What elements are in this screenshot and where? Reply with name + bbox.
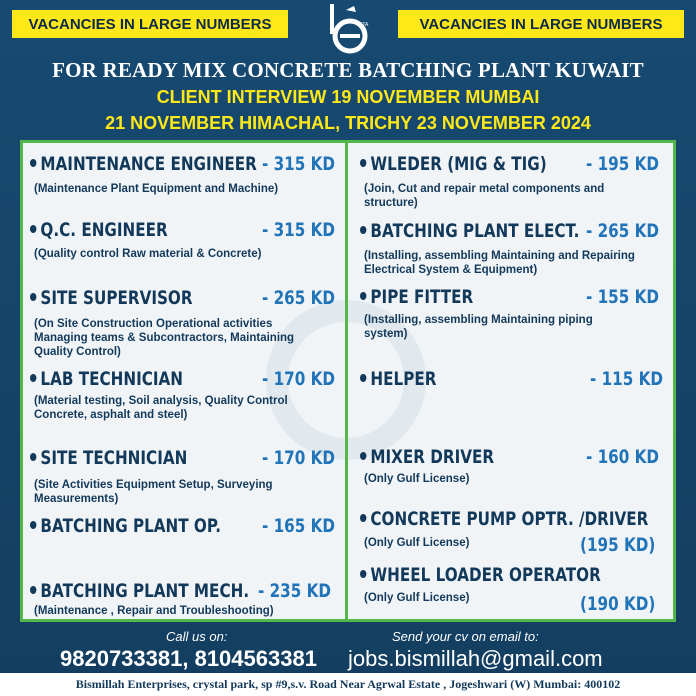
bullet-icon (360, 374, 366, 382)
job-salary: - 160 KD (586, 446, 660, 468)
job-title: BATCHING PLANT OP. (30, 515, 221, 537)
interview-line-1: CLIENT INTERVIEW 19 NOVEMBER MUMBAI (156, 87, 540, 107)
job-description: (Maintenance Plant Equipment and Machine) (34, 183, 279, 195)
bullet-icon (30, 159, 36, 167)
job-salary: (195 KD) (580, 534, 656, 556)
job-salary: - 265 KD (586, 220, 660, 242)
job-salary: - 315 KD (262, 219, 336, 241)
job-title: LAB TECHNICIAN (30, 368, 183, 390)
job-salary: - 115 KD (590, 368, 664, 390)
job-title: BATCHING PLANT MECH. (30, 580, 249, 602)
job-description: (Installing, assembling Maintaining piping system) (364, 314, 593, 340)
job-title: WLEDER (MIG & TIG) (360, 153, 547, 175)
job-description: (Only Gulf License) (364, 473, 470, 485)
job-description: (Site Activities Equipment Setup, Surveying Measurements) (34, 479, 273, 505)
email-address: jobs.bismillah@gmail.com (348, 646, 603, 671)
bullet-icon (30, 293, 36, 301)
job-title: SITE TECHNICIAN (30, 447, 187, 469)
job-salary: - 165 KD (262, 515, 336, 537)
logo-mark-text: IATA (358, 22, 369, 28)
interview-line-2: 21 NOVEMBER HIMACHAL, TRICHY 23 NOVEMBER 2024 (105, 113, 591, 133)
bullet-icon (30, 374, 36, 382)
job-description: (Quality control Raw material & Concrete) (34, 248, 262, 260)
job-description: (On Site Construction Operational activities Managing teams & Subcontractors, Maintaining Quality Control) (34, 318, 295, 358)
bullet-icon (360, 292, 366, 300)
phone-numbers: 9820733381, 8104563381 (60, 646, 317, 671)
job-description: (Material testing, Soil analysis, Quality Control Concrete, asphalt and steel) (34, 395, 288, 421)
bismillah-logo-icon (324, 4, 372, 56)
bullet-icon (30, 453, 36, 461)
bullet-icon (30, 521, 36, 529)
headline-title: FOR READY MIX CONCRETE BATCHING PLANT KUWAIT (52, 58, 644, 82)
bullet-icon (360, 159, 366, 167)
job-title: MIXER DRIVER (360, 446, 494, 468)
bullet-icon (360, 514, 366, 522)
job-description: (Maintenance , Repair and Troubleshooting) (34, 605, 274, 617)
job-salary: - 235 KD (258, 580, 332, 602)
job-description: (Installing, assembling Maintaining and Repairing Electrical System & Equipment) (364, 250, 635, 276)
job-title: CONCRETE PUMP OPTR. /DRIVER (360, 508, 648, 530)
bullet-icon (360, 452, 366, 460)
bullet-icon (30, 586, 36, 594)
job-salary: - 170 KD (262, 368, 336, 390)
vacancies-badge-right: VACANCIES IN LARGE NUMBERS (398, 10, 684, 38)
job-title: WHEEL LOADER OPERATOR (360, 564, 601, 586)
call-label: Call us on: (166, 629, 228, 644)
job-description: (Join, Cut and repair metal components and structure) (364, 183, 605, 209)
job-salary: - 155 KD (586, 286, 660, 308)
job-salary: - 265 KD (262, 287, 336, 309)
address-bar: Bismillah Enterprises, crystal park, sp #9,s.v. Road Near Agrwal Estate , Jogeshwari (W) Mumbai: 400102 (0, 673, 696, 696)
job-title: HELPER (360, 368, 436, 390)
job-title: MAINTENANCE ENGINEER (30, 153, 257, 175)
job-salary: (190 KD) (580, 593, 656, 615)
bullet-icon (30, 225, 36, 233)
job-salary: - 315 KD (262, 153, 336, 175)
job-description: (Only Gulf License) (364, 537, 470, 549)
job-title: PIPE FITTER (360, 286, 473, 308)
job-salary: - 170 KD (262, 447, 336, 469)
vacancies-badge-left: VACANCIES IN LARGE NUMBERS (12, 10, 288, 38)
job-description: (Only Gulf License) (364, 592, 470, 604)
job-salary: - 195 KD (586, 153, 660, 175)
job-title: SITE SUPERVISOR (30, 287, 193, 309)
bullet-icon (360, 226, 366, 234)
bullet-icon (360, 570, 366, 578)
job-title: BATCHING PLANT ELECT. (360, 220, 579, 242)
column-divider (345, 140, 348, 622)
job-title: Q.C. ENGINEER (30, 219, 168, 241)
email-label: Send your cv on email to: (392, 629, 539, 644)
